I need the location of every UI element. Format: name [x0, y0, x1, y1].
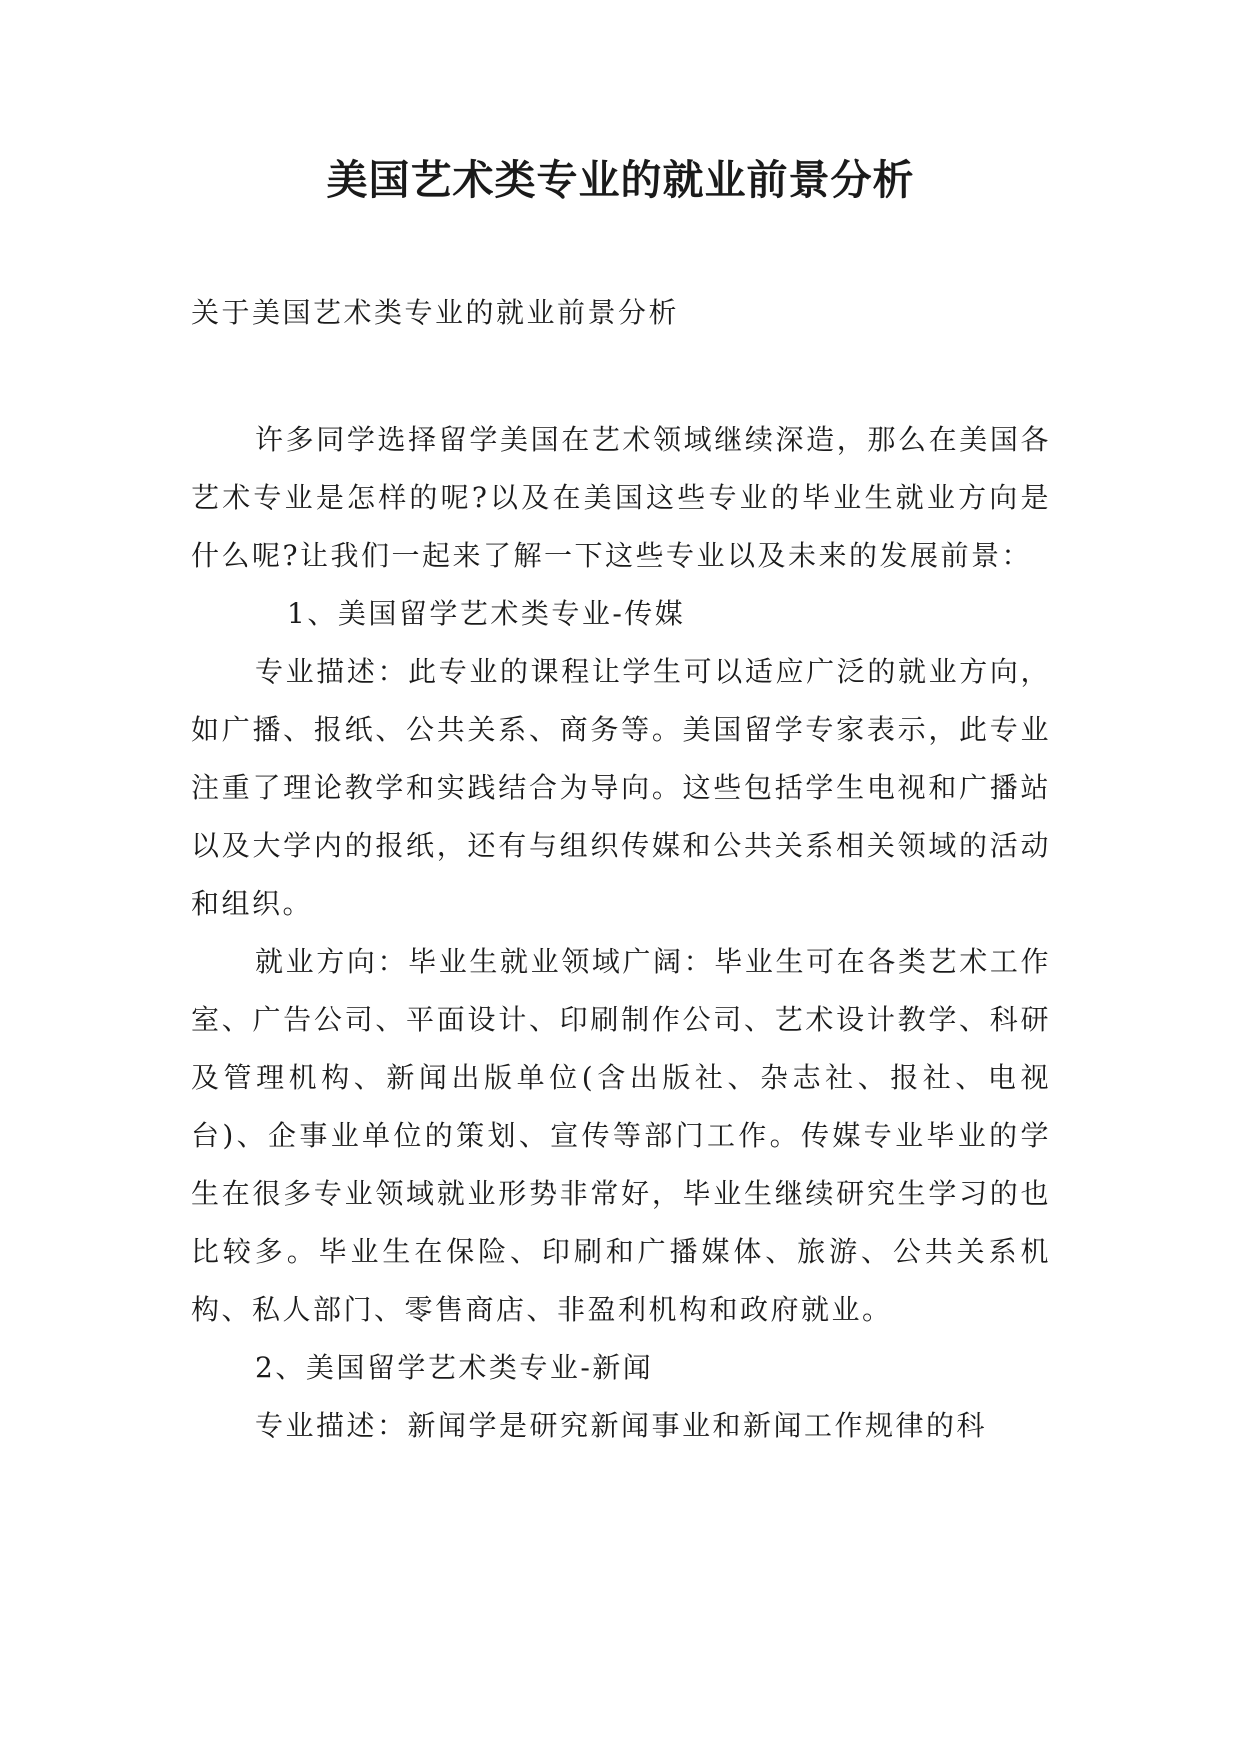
intro-paragraph: 许多同学选择留学美国在艺术领域继续深造，那么在美国各艺术专业是怎样的呢?以及在美国这些专业的毕业生就业方向是什么呢?让我们一起来了解一下这些专业以及未来的发展前景：: [191, 423, 1051, 572]
media-career-paragraph: 就业方向：毕业生就业领域广阔：毕业生可在各类艺术工作室、广告公司、平面设计、印刷制作公司、艺术设计教学、科研及管理机构、新闻出版单位(含出版社、杂志社、报社、电视台)、企事业单位的策划、宣传等部门工作。传媒专业毕业的学生在很多专业领域就业形势非常好，毕业生继续研究生学习的也比较多。毕业生在保险、印刷和广播媒体、旅游、公共关系机构、私人部门、零售商店、非盈利机构和政府就业。: [191, 945, 1051, 1326]
section-heading-journalism: 2、美国留学艺术类专业-新闻: [255, 1351, 654, 1384]
document-title: 美国艺术类专业的就业前景分析: [326, 156, 915, 204]
document-body: [191, 411, 1051, 1455]
section-heading-media: 1、美国留学艺术类专业-传媒: [287, 597, 686, 630]
journalism-description-paragraph: 专业描述：新闻学是研究新闻事业和新闻工作规律的科: [255, 1409, 988, 1442]
document-subtitle: 关于美国艺术类专业的就业前景分析: [191, 296, 680, 329]
media-description-paragraph: 专业描述：此专业的课程让学生可以适应广泛的就业方向，如广播、报纸、公共关系、商务等。美国留学专家表示，此专业注重了理论教学和实践结合为导向。这些包括学生电视和广播站以及大学内的报纸，还有与组织传媒和公共关系相关领域的活动和组织。: [191, 655, 1051, 920]
